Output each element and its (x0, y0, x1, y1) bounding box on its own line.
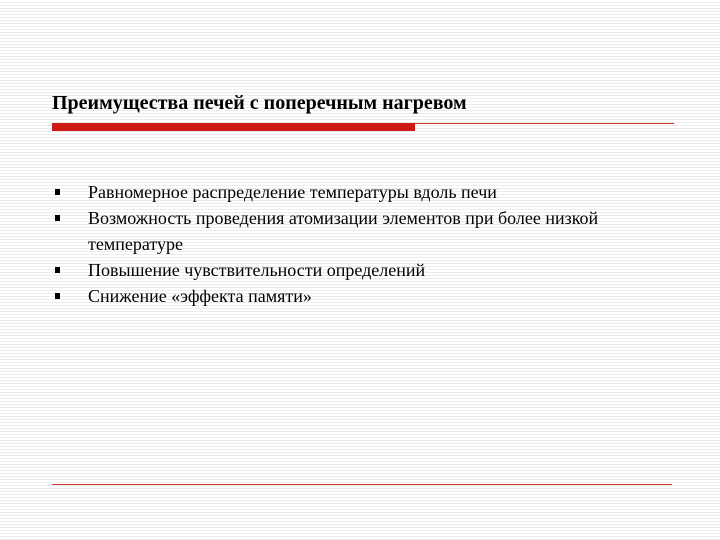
bullet-item (52, 205, 642, 257)
bullet-item (52, 257, 642, 283)
bullet-text: Снижение «эффекта памяти» (88, 286, 312, 306)
slide-title: Преимущества печей с поперечным нагревом (52, 92, 467, 114)
bullet-text: Повышение чувствительности определений (88, 260, 426, 280)
bullet-text: Возможность проведения атомизации элементов при более низкой температуре (88, 208, 599, 254)
square-bullet-icon (55, 267, 60, 273)
footer-divider (52, 484, 672, 485)
bullet-item (52, 283, 642, 309)
square-bullet-icon (55, 189, 60, 195)
square-bullet-icon (55, 293, 60, 299)
title-accent-bar (52, 123, 415, 131)
square-bullet-icon (55, 215, 60, 221)
bullet-item (52, 179, 642, 205)
bullet-text: Равномерное распределение температуры вдоль печи (88, 182, 497, 202)
bullet-list (52, 179, 642, 309)
